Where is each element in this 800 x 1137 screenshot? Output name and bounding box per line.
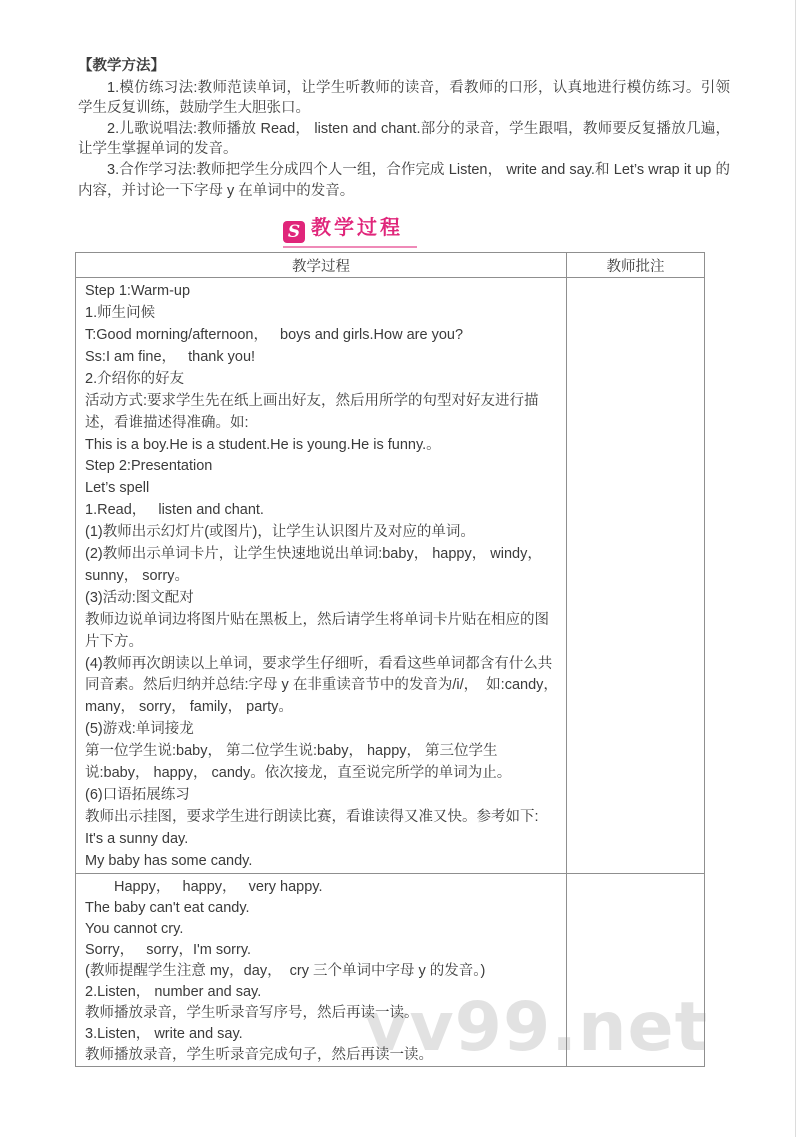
intro-paragraph: 1.模仿练习法:教师范读单词，让学生听教师的读音，看教师的口形，认真地进行模仿练习。引领学生反复训练，鼓励学生大胆张口。 [78,79,730,117]
content-line: Sorry， sorry，I'm sorry. [85,941,252,958]
notes-cell [567,278,705,873]
process-cell-chant-listen [76,873,567,1067]
table-header-row [76,253,705,278]
content-line: 教师播放录音，学生听录音完成句子，然后再读一读。 [85,1047,433,1064]
intro-paragraph: 3.合作学习法:教师把学生分成四个人一组，合作完成 Listen， write and say.和 Let’s wrap it up 的内容，并讨论一下字母 y 在单词中的发音。 [78,161,730,199]
teaching-methods-section [78,56,730,201]
content-line: 活动方式:要求学生先在纸上画出好友，然后用所学的句型对好友进行描述，看谁描述得准确。如: [85,392,539,431]
content-line: T:Good morning/afternoon， boys and girls.How are you? [85,326,464,343]
process-cell-step1-2 [76,278,567,873]
content-line: You cannot cry. [85,920,184,937]
content-line: 第一位学生说:baby， 第二位学生说:baby， happy， 第三位学生说:baby， happy， candy。依次接龙，直至说完所学的单词为止。 [85,743,512,782]
content-line: 2.Listen， number and say. [85,984,262,1001]
column-header-notes: 教师批注 [567,253,705,278]
page-edge-line [795,0,796,1137]
content-line: 2.介绍你的好友 [85,370,185,387]
teaching-process-table [75,252,705,1067]
watermark: vv99.net [364,988,709,1067]
teaching-process-header [283,216,417,248]
content-line: 3.Listen， write and say. [85,1026,243,1043]
content-line: Happy， happy， very happy. [85,878,323,895]
content-line: Let’s spell [85,480,150,497]
notes-cell [567,873,705,1067]
content-line: (6)口语拓展练习 [85,787,190,803]
content-line: 教师播放录音，学生听录音写序号，然后再读一读。 [85,1005,419,1022]
content-line: (4)教师再次朗读以上单词，要求学生仔细听，看看这些单词都含有什么共同音素。然后归纳并总结:字母 y 在非重读音节中的发音为/i/， 如:candy， many， sorry， family， party。 [85,655,562,716]
intro-paragraph: 2.儿歌说唱法:教师播放 Read， listen and chant.部分的录音，学生跟唱，教师要反复播放几遍，让学生掌握单词的发音。 [78,120,730,158]
content-line: (教师提醒学生注意 my，day， cry 三个单词中字母 y 的发音。) [85,963,486,979]
teaching-methods-paragraphs [78,78,730,202]
section-title: 教学过程 [311,217,403,240]
table-row [76,278,705,873]
content-line: (5)游戏:单词接龙 [85,721,194,738]
table-row [76,873,705,1067]
content-line: Step 1:Warm-up [85,283,191,300]
process-lines [85,281,562,872]
content-line: The baby can't eat candy. [85,899,250,916]
content-line: It's a sunny day. [85,830,189,847]
content-line: 1.Read， listen and chant. [85,502,264,519]
process-lines [85,877,558,1067]
teaching-methods-heading: 【教学方法】 [78,58,165,74]
content-line: My baby has some candy. [85,852,253,869]
content-line: (1)教师出示幻灯片(或图片)，让学生认识图片及对应的单词。 [85,524,475,541]
section-logo-icon: S [283,221,305,243]
column-header-process: 教学过程 [76,253,567,278]
content-line: (3)活动:图文配对 [85,589,194,606]
content-line: 教师边说单词边将图片贴在黑板上，然后请学生将单词卡片贴在相应的图片下方。 [85,611,549,650]
content-line: This is a boy.He is a student.He is young.He is funny.。 [85,436,441,453]
content-line: 1.师生问候 [85,305,156,322]
content-line: (2)教师出示单词卡片，让学生快速地说出单词:baby， happy， windy， sunny， sorry。 [85,546,546,584]
content-line: Ss:I am fine， thank you! [85,348,256,365]
content-line: 教师出示挂图，要求学生进行朗读比赛，看谁读得又准又快。参考如下: [85,808,539,825]
content-line: Step 2:Presentation [85,458,213,475]
